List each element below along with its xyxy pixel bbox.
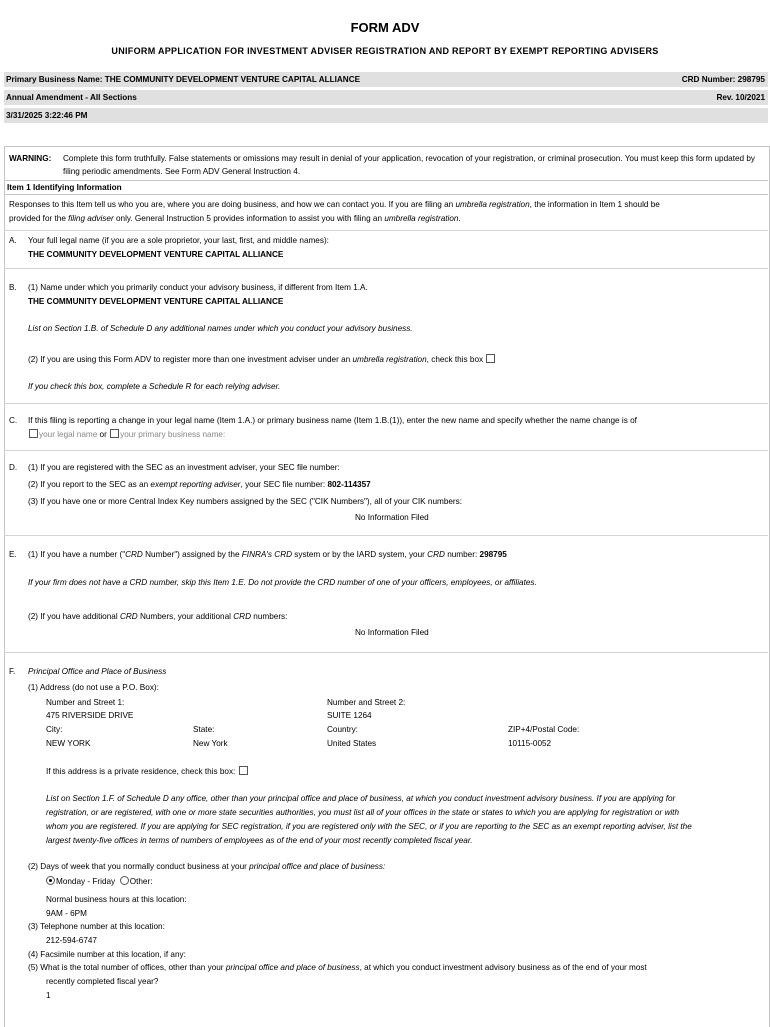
crd-number: CRD Number: 298795	[681, 75, 765, 84]
hours-value: 9AM - 6PM	[46, 909, 87, 918]
private-residence-checkbox[interactable]	[239, 766, 248, 775]
item-b1-question: (1) Name under which you primarily conduct your advisory business, if different from Item 1.A.	[28, 283, 368, 292]
header-bar-amendment	[4, 90, 768, 105]
revision: Rev. 10/2021	[716, 93, 765, 102]
street1-label: Number and Street 1:	[46, 698, 125, 707]
item1-heading-text: Item 1 Identifying Information	[7, 183, 122, 192]
item-f3-question: (3) Telephone number at this location:	[28, 922, 165, 931]
item-d3-question: (3) If you have one or more Central Index Key numbers assigned by the SEC ("CIK Numbers"), all of your CIK numbers:	[28, 497, 463, 506]
item-e-note: If your firm does not have a CRD number, skip this Item 1.E. Do not provide the CRD number of one of your officers, employees, or affiliates.	[28, 578, 537, 587]
divider	[4, 230, 768, 231]
item-d2-question: (2) If you report to the SEC as an exempt reporting adviser, your SEC file number: 802-114357	[28, 480, 371, 489]
country-value: United States	[327, 739, 377, 748]
item-b-letter: B.	[9, 283, 17, 292]
item-f5-question-cont: recently completed fiscal year?	[46, 977, 159, 986]
private-residence-question: If this address is a private residence, check this box:	[46, 766, 249, 776]
zip-label: ZIP+4/Postal Code:	[508, 725, 580, 734]
city-value: NEW YORK	[46, 739, 91, 748]
item-f-letter: F.	[9, 667, 16, 676]
item-f2-question: (2) Days of week that you normally conduct business at your principal office and place of business:	[28, 862, 386, 871]
divider	[4, 652, 768, 653]
item-e2-question: (2) If you have additional CRD Numbers, your additional CRD numbers:	[28, 612, 288, 621]
item-c-question: If this filing is reporting a change in your legal name (Item 1.A.) or primary business name (Item 1.B.(1)), enter the new name and specify whether the name change is of	[28, 416, 637, 425]
header-bar-date	[4, 108, 768, 123]
item-b1-answer: THE COMMUNITY DEVELOPMENT VENTURE CAPITAL ALLIANCE	[28, 297, 284, 306]
other-days-radio[interactable]	[120, 876, 129, 885]
item-a-question: Your full legal name (if you are a sole proprietor, your last, first, and middle names):	[28, 236, 329, 245]
item-e1-question: (1) If you have a number ("CRD Number") assigned by the FINRA's CRD system or by the IARD system, your CRD number: 298795	[28, 550, 507, 559]
state-label: State:	[193, 725, 215, 734]
country-label: Country:	[327, 725, 358, 734]
amendment-type: Annual Amendment - All Sections	[6, 93, 137, 102]
hours-label: Normal business hours at this location:	[46, 895, 187, 904]
filing-datetime: 3/31/2025 3:22:46 PM	[6, 111, 88, 120]
crd-answer: 298795	[479, 550, 507, 559]
business-name-checkbox[interactable]	[110, 429, 119, 438]
item-f5-question: (5) What is the total number of offices, other than your principal office and place of business, at which you conduct investment advisory business as of the end of your most	[28, 963, 647, 972]
street2-label: Number and Street 2:	[327, 698, 406, 707]
street1-value: 475 RIVERSIDE DRIVE	[46, 711, 134, 720]
state-value: New York	[193, 739, 228, 748]
form-title: FORM ADV	[350, 20, 420, 35]
monday-friday-radio[interactable]	[46, 876, 55, 885]
divider	[4, 268, 768, 269]
item-f1-question: (1) Address (do not use a P.O. Box):	[28, 683, 159, 692]
sec-file-number: 802-114357	[327, 480, 371, 489]
item-d-letter: D.	[9, 463, 18, 472]
item-a-answer: THE COMMUNITY DEVELOPMENT VENTURE CAPITAL ALLIANCE	[28, 250, 284, 259]
warning-text: Complete this form truthfully. False statements or omissions may result in denial of your application, revocation of your registration, or criminal prosecution. You must keep this form updated by filing periodic amendments. See Form ADV General Instruction 4.	[63, 154, 756, 176]
item-b2-note: If you check this box, complete a Schedule R for each relying adviser.	[28, 382, 281, 391]
item-f5-answer: 1	[46, 991, 51, 1000]
item-f4-question: (4) Facsimile number at this location, if any:	[28, 950, 186, 959]
item1-intro: Responses to this Item tell us who you are, where you are doing business, and how we can contact you. If you are filing an umbrella registration, the information in Item 1 should be provided for the filing adviser only. General Instruction 5 provides information to assist you with filing an umbrella registration.	[9, 200, 660, 223]
item-d3-answer: No Information Filed	[355, 513, 429, 522]
divider	[4, 403, 768, 404]
item-e2-answer: No Information Filed	[355, 628, 429, 637]
divider	[4, 535, 768, 536]
city-label: City:	[46, 725, 63, 734]
street2-value: SUITE 1264	[327, 711, 372, 720]
form-subtitle: UNIFORM APPLICATION FOR INVESTMENT ADVISER REGISTRATION AND REPORT BY EXEMPT REPORTING ADVISERS	[111, 46, 659, 56]
umbrella-checkbox[interactable]	[486, 354, 495, 363]
legal-name-checkbox[interactable]	[29, 429, 38, 438]
item1-heading	[4, 180, 768, 195]
item-f-title: Principal Office and Place of Business	[28, 667, 167, 676]
item-b2-question: (2) If you are using this Form ADV to register more than one investment adviser under an umbrella registration, check this box	[28, 354, 496, 364]
item-c-options: your legal name or your primary business name:	[28, 429, 225, 439]
item-a-letter: A.	[9, 236, 17, 245]
item-e-letter: E.	[9, 550, 17, 559]
warning-label: WARNING:	[9, 154, 52, 163]
days-options: Monday - Friday Other:	[46, 876, 152, 886]
divider	[4, 450, 768, 451]
header-bar-business	[4, 72, 768, 87]
zip-value: 10115-0052	[508, 739, 552, 748]
item-c-letter: C.	[9, 416, 18, 425]
item-f-list-note: List on Section 1.F. of Schedule D any office, other than your principal office and place of business, at which you conduct investment advisory business. If you are applying for registration, or are registered, with one or more state securities authorities, you must list all of your offices in the state or states to which you are applying for registration or with whom you are registered. If you are applying for SEC registration, if you are registered only with the SEC, or if you are reporting to the SEC as an exempt reporting adviser, list the largest twenty-five offices in terms of numbers of employees as of the end of your most recently completed fiscal year.	[46, 794, 692, 845]
item-b-list-note: List on Section 1.B. of Schedule D any additional names under which you conduct your advisory business.	[28, 324, 413, 333]
item-d1-question: (1) If you are registered with the SEC as an investment adviser, your SEC file number:	[28, 463, 340, 472]
business-name: Primary Business Name: THE COMMUNITY DEVELOPMENT VENTURE CAPITAL ALLIANCE	[6, 75, 361, 84]
telephone-value: 212-594-6747	[46, 936, 97, 945]
